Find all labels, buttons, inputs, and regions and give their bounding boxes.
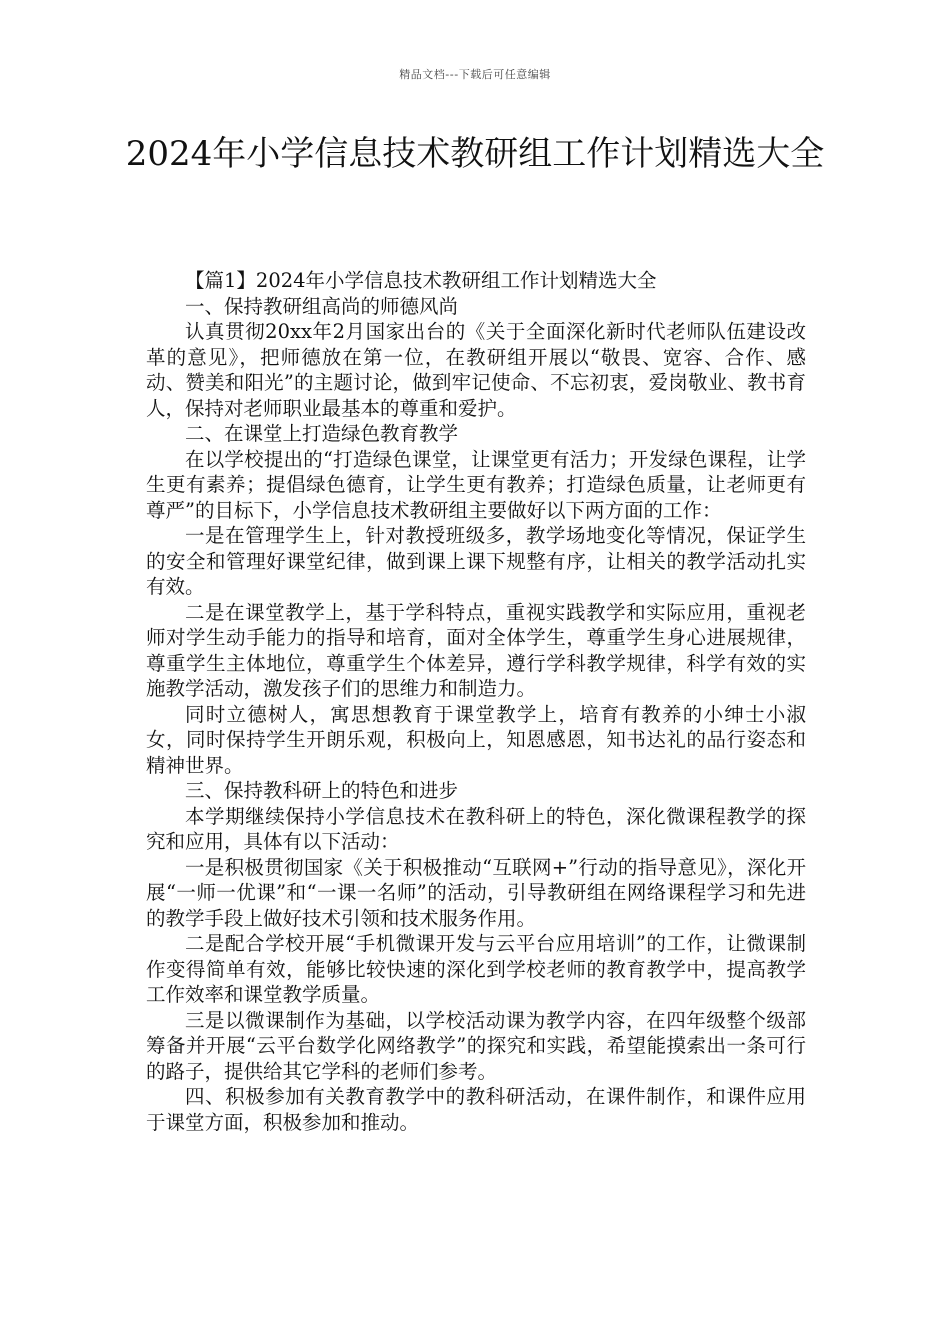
section-heading: 【篇1】2024年小学信息技术教研组工作计划精选大全 [185,269,657,292]
body-paragraph: 二是在课堂教学上，基于学科特点，重视实践教学和实际应用，重视老师对学生动手能力的指导和培育，面对全体学生，尊重学生身心进展规律，尊重学生主体地位，尊重学生个体差异，遵行学科教学规律，科学有效的实施教学活动，激发孩子们的思维力和制造力。 [146,600,806,700]
header-note: 精品文档---下载后可任意编辑 [399,68,551,81]
body-paragraph: 三是以微课制作为基础，以学校活动课为教学内容，在四年级整个级部筹备并开展“云平台数学化网络教学”的探究和实践，希望能摸索出一条可行的路子，提供给其它学科的老师们参考。 [146,1008,806,1083]
section-heading: 二、在课堂上打造绿色教育教学 [185,422,459,445]
section-heading: 四、积极参加有关教育教学中的教科研活动，在课件制作，和课件应用于课堂方面，积极参加和推动。 [146,1085,806,1134]
document-body [146,268,806,1135]
body-paragraph: 一是积极贯彻国家《关于积极推动“互联网+”行动的指导意见》，深化开展“一师一优课”和“一课一名师”的活动，引导教研组在网络课程学习和先进的教学手段上做好技术引领和技术服务作用。 [146,855,806,930]
section-heading: 一、保持教研组高尚的师德风尚 [185,294,459,318]
body-paragraph: 认真贯彻20xx年2月国家出台的《关于全面深化新时代老师队伍建设改革的意见》，把师德放在第一位，在教研组开展以“敬畏、宽容、合作、感动、赞美和阳光”的主题讨论，做到牢记使命、不忘初衷，爱岗敬业、教书育人，保持对老师职业最基本的尊重和爱护。 [146,320,806,420]
body-paragraph: 在以学校提出的“打造绿色课堂，让课堂更有活力；开发绿色课程，让学生更有素养；提倡绿色德育，让学生更有教养；打造绿色质量，让老师更有尊严”的目标下，小学信息技术教研组主要做好以下两方面的工作： [146,447,806,522]
body-paragraph: 一是在管理学生上，针对教授班级多，教学场地变化等情况，保证学生的安全和管理好课堂纪律，做到课上课下规整有序，让相关的教学活动扎实有效。 [146,524,806,598]
body-paragraph: 同时立德树人，寓思想教育于课堂教学上，培育有教养的小绅士小淑女，同时保持学生开朗乐观，积极向上，知恩感恩，知书达礼的品行姿态和精神世界。 [146,702,806,777]
document-title: 2024年小学信息技术教研组工作计划精选大全 [125,134,825,174]
body-paragraph: 本学期继续保持小学信息技术在教科研上的特色，深化微课程教学的探究和应用，具体有以下活动： [146,804,806,853]
section-heading: 三、保持教科研上的特色和进步 [185,779,459,802]
body-paragraph: 二是配合学校开展“手机微课开发与云平台应用培训”的工作，让微课制作变得简单有效，能够比较快速的深化到学校老师的教育教学中，提高教学工作效率和课堂教学质量。 [146,932,806,1006]
